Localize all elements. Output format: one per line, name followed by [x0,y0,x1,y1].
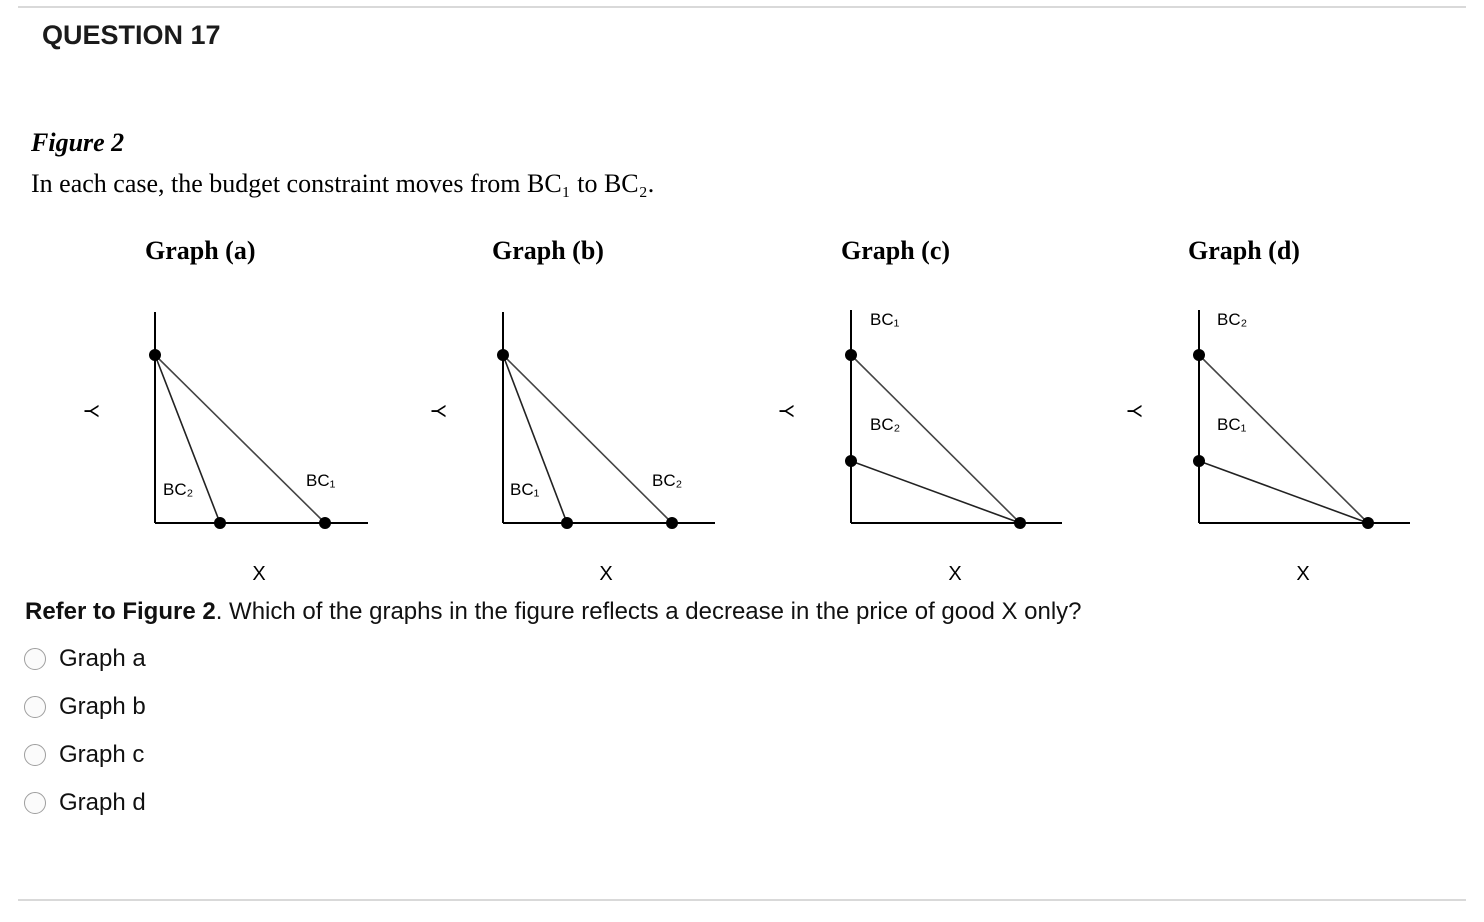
y-intercept-point [149,349,161,361]
budget-line-bc1 [1199,461,1368,523]
answer-option-graph-b[interactable] [24,692,146,722]
graph-c-title: Graph (c) [841,236,951,265]
bc-label: BC₁ [870,310,900,329]
y-axis-label: Y [774,404,797,418]
answer-option-graph-c[interactable] [24,740,144,770]
bc-label: BC₂ [1217,310,1248,329]
bc-label: BC₂ [870,415,901,434]
bc2-y-intercept-point [1193,349,1205,361]
graph-d-title: Graph (d) [1188,236,1300,265]
answer-option-graph-a[interactable] [24,644,146,674]
answer-option-label[interactable]: Graph b [59,693,146,720]
question-prompt [25,598,1082,626]
y-axis-label: Y [79,404,102,418]
bc2-x-intercept-point [666,517,678,529]
bc-label: BC₂ [652,471,683,490]
answer-option-label[interactable]: Graph a [59,645,146,672]
question-prompt-bold: Refer to Figure 2 [25,598,216,625]
y-axis-label: Y [426,404,449,418]
radio-button[interactable] [24,792,46,814]
bc2-x-intercept-point [214,517,226,529]
budget-line-bc2 [1199,355,1368,523]
bc1-x-intercept-point [561,517,573,529]
x-axis-label: X [1296,563,1310,585]
graph-a-title: Graph (a) [145,236,256,265]
graph-c [775,310,1062,585]
bc1-x-intercept-point [319,517,331,529]
bc-label: BC₂ [163,480,194,499]
bottom-divider [18,899,1466,901]
bc-label: BC₁ [1217,415,1247,434]
y-intercept-point [497,349,509,361]
bc2-y-intercept-point [845,455,857,467]
budget-line-bc1 [851,355,1020,523]
graph-a [80,312,368,585]
radio-button[interactable] [24,744,46,766]
figure-caption: In each case, the budget constraint moves from BC₁ to BC₂. [31,169,655,198]
figure-title: Figure 2 [31,128,125,157]
x-intercept-point [1014,517,1026,529]
graph-d [1123,310,1410,585]
bc1-y-intercept-point [845,349,857,361]
answer-option-graph-d[interactable] [24,788,146,818]
x-axis-label: X [948,563,962,585]
answer-option-label[interactable]: Graph d [59,789,146,816]
graph-b [427,312,715,585]
question-prompt-text: . Which of the graphs in the figure reflects a decrease in the price of good X only? [215,598,1082,625]
radio-button[interactable] [24,696,46,718]
x-axis-label: X [599,563,613,585]
answer-option-label[interactable]: Graph c [59,741,145,768]
graph-b-title: Graph (b) [492,236,604,265]
radio-button[interactable] [24,648,46,670]
x-intercept-point [1362,517,1374,529]
bc1-y-intercept-point [1193,455,1205,467]
x-axis-label: X [252,563,266,585]
bc-label: BC₁ [306,471,336,490]
budget-line-bc2 [851,461,1020,523]
bc-label: BC₁ [510,480,540,499]
question-title: QUESTION 17 [42,20,221,50]
y-axis-label: Y [1122,404,1145,418]
